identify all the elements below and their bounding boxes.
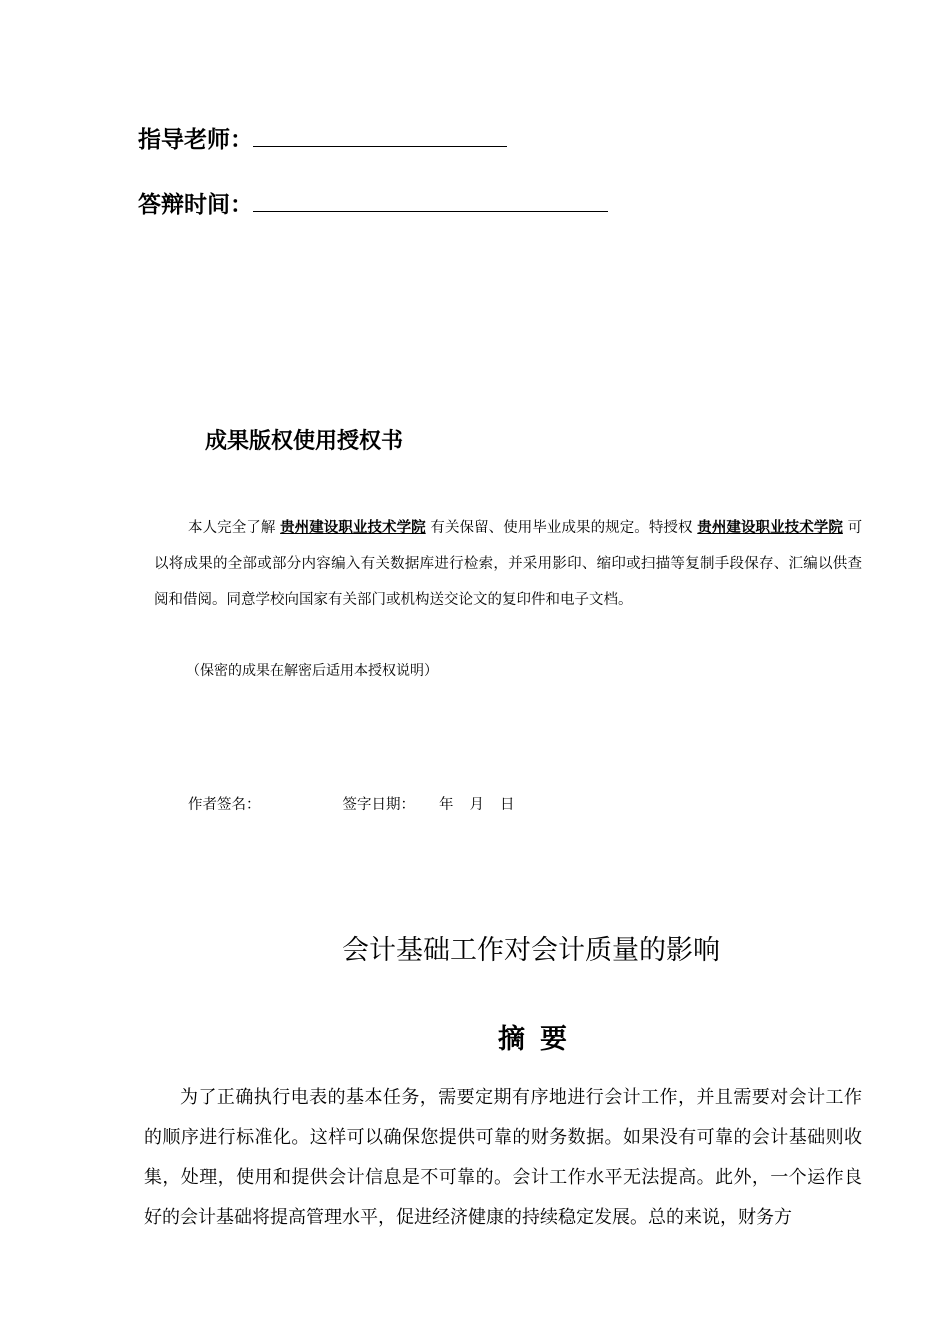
defense-time-blank-line (253, 191, 608, 212)
day-label: 日 (500, 797, 515, 813)
institution-name-2: 贵州建设职业技术学院 (697, 520, 843, 536)
abstract-body: 为了正确执行电表的基本任务，需要定期有序地进行会计工作，并且需要对会计工作的顺序进行标准化。这样可以确保您提供可靠的财务数据。如果没有可靠的会计基础则收集，处理，使用和提供会计信息是不可靠的。会计工作水平无法提高。此外，一个运作良好的会计基础将提高管理水平，促进经济健康的持续稳定发展。总的来说，财务方 (144, 1087, 862, 1228)
signature-date-label: 签字日期： (342, 797, 415, 813)
institution-name-1: 贵州建设职业技术学院 (280, 520, 426, 536)
advisor-label: 指导老师： (138, 127, 253, 153)
author-signature-label: 作者签名： (188, 797, 261, 813)
month-label: 月 (469, 797, 484, 813)
authorization-body (154, 510, 862, 618)
abstract-heading: 摘要 (498, 1024, 582, 1055)
authorization-body-part2: 有关保留、使用毕业成果的规定。特授权 (430, 520, 693, 536)
signature-row (188, 793, 531, 814)
authorization-title: 成果版权使用授权书 (205, 429, 404, 454)
advisor-blank-line (253, 126, 507, 147)
defense-time-field (138, 186, 608, 219)
advisor-field (138, 121, 507, 154)
authorization-note: （保密的成果在解密后适用本授权说明） (186, 663, 438, 679)
defense-time-label: 答辩时间： (138, 192, 253, 218)
authorization-body-part1: 本人完全了解 (188, 520, 276, 536)
year-label: 年 (439, 797, 454, 813)
thesis-title: 会计基础工作对会计质量的影响 (342, 935, 720, 966)
authorization-body-part3: 可以将成果的全部或部分内容编入有关数据库进行检索，并采用影印、缩印或扫描等复制手段保存、汇编以供查阅和借阅。同意学校向国家有关部门或机构送交论文的复印件和电子文档。 (154, 520, 863, 608)
